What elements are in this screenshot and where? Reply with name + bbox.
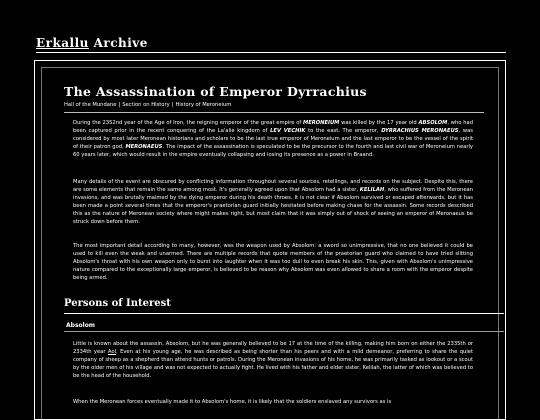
paragraph-absolom-bio <box>73 340 473 380</box>
text-run: . Even at his young age, he was described as being shorter than his peers and with a mild demeanor, preferring to share the quiet company of sheep as a shepherd than attend hunts or patrols. During the Meronean invasions of his home, he was primarily tasked as lookout or a scout by the older men of his village and was not expected to actually fight. He lived with his father and elder sister, Kelilah, the latter of which was believed to be the head of the household. <box>73 349 473 380</box>
inline-link[interactable]: AoI <box>107 349 117 356</box>
proper-noun: ABSOLOM <box>418 120 448 126</box>
text-run: Many details of the event are obscured by conflicting information throughout several sources, retellings, and records on the subject. Despite this, there are some elements that remain the same among most. It's generally agreed upon that Absolom had a sister, <box>73 179 473 194</box>
text-run: , was considered by most later Meronean historians and scholars to be the last true emperor of Meroneium and the last emperor to be the vessel of the spirit of their patron god, <box>73 128 473 151</box>
site-title-rest: Archive <box>88 36 148 50</box>
text-run: The most important detail according to many, however, was the weapon used by Absolom: a sword so unimpressive, that no one believed it could be used to kill even the weak and unarmed. There are multiple records that quote members of the praetorian guard who claimed to have tried slitting Absolom's throat with his own weapon only to burst into laughter when it was too dull to even break his skin. This, given with Absolom's unimpressive nature compared to the exceptionally large emperor, is believed to be reason why Absolom was even allowed to share a room with the emperor despite being armed. <box>73 243 473 282</box>
proper-noun: LEV VECHIK <box>270 128 306 135</box>
paragraph-weapon <box>73 242 473 282</box>
site-title-underlined: Erkallu <box>36 36 89 50</box>
breadcrumb-separator: | <box>118 102 121 108</box>
subsection-heading-absolom: Absolom <box>66 322 96 329</box>
text-run: was killed by the 17 year old <box>339 120 419 126</box>
text-run: Little is known about the assassin, Absolom, but he was generally believed to be 17 at the time of the killing, making him born on either the 2335th or 2334th year <box>73 341 473 356</box>
subsection-divider <box>64 331 504 332</box>
text-run: During the 2352nd year of the Age of Iron, the reigning emperor of the great empire of <box>73 120 304 126</box>
title-divider <box>64 112 484 113</box>
header-divider <box>36 52 506 53</box>
text-run: to the east. The emperor, <box>305 128 382 135</box>
paragraph-details <box>73 178 473 227</box>
text-run: , who had been captured prior in the recent conquering of the La'alie kingdom of <box>73 120 473 135</box>
breadcrumb-hall-of-the-mundane[interactable]: Hall of the Mundane <box>64 102 117 108</box>
proper-noun: DYRRACHIUS MERONAEUS <box>381 128 459 135</box>
text-run: . The impact of the assassination is speculated to be the precursor to the fourth and last civil war of Meroneium nearly 60 years later, which would result in the empire eventually collapsing and losing its presence as a power in Braand. <box>73 144 473 159</box>
section-heading-persons-of-interest: Persons of Interest <box>64 298 171 309</box>
proper-noun: MERONEIUM <box>303 120 340 126</box>
paragraph-intro <box>73 119 473 159</box>
text-run: When the Meronean forces eventually made it to Absolom's home, it is likely that the soldiers enslaved any survivors as is <box>73 399 392 405</box>
page-title: The Assassination of Emperor Dyrrachius <box>64 84 367 99</box>
site-header <box>36 36 506 50</box>
article-header <box>64 84 484 113</box>
breadcrumb <box>64 102 484 108</box>
breadcrumb-separator: | <box>171 102 174 108</box>
proper-noun: KELILAH <box>359 187 385 194</box>
site-title[interactable] <box>36 36 506 50</box>
section-divider <box>64 313 504 314</box>
proper-noun: MERONAEUS <box>125 144 163 151</box>
text-run: , who suffered from the Meronean invasions, and was brutally maimed by the dying emperor during his death throes. It is not clear if Absolom survived or escaped afterwards, but it has been made a point several times that the emperor's praetorian guard initially hesitated before making chase for the assassin. Some records described this as the nature of Meronean society where might makes right, but most claim that it was simply out of shock of seeing an emperor of Meronaeus be struck down before them. <box>73 187 473 226</box>
breadcrumb-history-of-meroneium[interactable]: History of Meroneium <box>175 102 232 108</box>
breadcrumb-section-on-history[interactable]: Section on History <box>122 102 170 108</box>
